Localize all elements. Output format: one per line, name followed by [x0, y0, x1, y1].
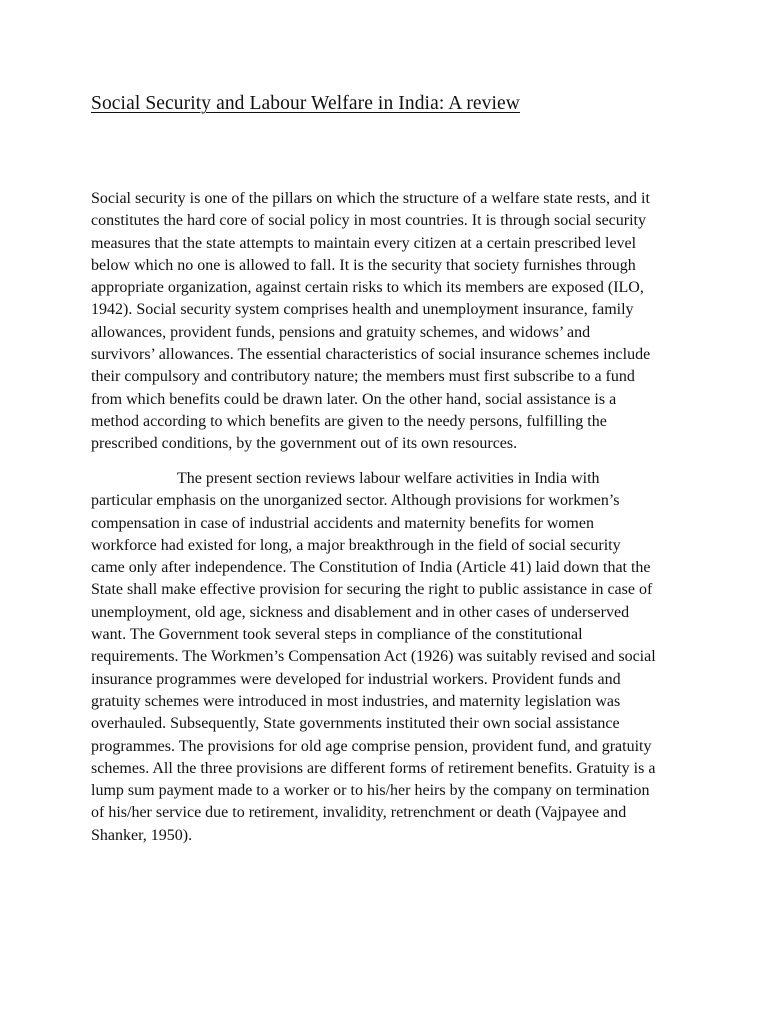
text-line: schemes. All the three provisions are different forms of retirement benefits. Gratuity is a	[91, 759, 656, 777]
text-line: workforce had existed for long, a major breakthrough in the field of social security	[91, 536, 621, 554]
text-line: came only after independence. The Constitution of India (Article 41) laid down that the	[91, 559, 651, 577]
text-line: their compulsory and contributory nature; the members must first subscribe to a fund	[91, 368, 635, 386]
text-line: The present section reviews labour welfare activities in India with	[177, 470, 600, 487]
text-line: 1942). Social security system comprises health and unemployment insurance, family	[91, 301, 634, 319]
paragraph-1	[91, 188, 716, 456]
text-line: constitutes the hard core of social policy in most countries. It is through social security	[91, 212, 646, 230]
text-line: overhauled. Subsequently, State governments instituted their own social assistance	[91, 715, 620, 733]
text-line: appropriate organization, against certain risks to which its members are exposed (ILO,	[91, 279, 644, 297]
paragraph-2	[91, 468, 716, 847]
text-line: below which no one is allowed to fall. It is the security that society furnishes through	[91, 256, 636, 274]
text-line: of his/her service due to retirement, invalidity, retrenchment or death (Vajpayee and	[91, 804, 627, 822]
text-line: gratuity schemes were introduced in most industries, and maternity legislation was	[91, 692, 621, 710]
text-line: survivors’ allowances. The essential characteristics of social insurance schemes include	[91, 346, 651, 364]
text-line: measures that the state attempts to maintain every citizen at a certain prescribed level	[91, 234, 637, 252]
text-line: allowances, provident funds, pensions and gratuity schemes, and widows’ and	[91, 323, 591, 341]
text-line: Shanker, 1950).	[91, 826, 193, 844]
document-title: Social Security and Labour Welfare in India: A review	[91, 93, 520, 114]
text-line: from which benefits could be drawn later. On the other hand, social assistance is a	[91, 390, 617, 408]
text-line: want. The Government took several steps in compliance of the constitutional	[91, 626, 583, 644]
text-line: State shall make effective provision for securing the right to public assistance in case of	[91, 581, 653, 599]
text-line: prescribed conditions, by the government out of its own resources.	[91, 435, 518, 453]
text-line: requirements. The Workmen’s Compensation Act (1926) was suitably revised and social	[91, 648, 656, 666]
text-line: programmes. The provisions for old age comprise pension, provident fund, and gratuity	[91, 737, 652, 755]
text-line: particular emphasis on the unorganized sector. Although provisions for workmen’s	[91, 492, 620, 510]
text-line: method according to which benefits are given to the needy persons, fulfilling the	[91, 412, 607, 430]
text-line: compensation in case of industrial accidents and maternity benefits for women	[91, 514, 594, 532]
text-line: unemployment, old age, sickness and disablement and in other cases of underserved	[91, 603, 630, 621]
text-line: insurance programmes were developed for industrial workers. Provident funds and	[91, 670, 621, 688]
text-line: lump sum payment made to a worker or to his/her heirs by the company on termination	[91, 782, 650, 800]
text-line: Social security is one of the pillars on which the structure of a welfare state rests, and it	[91, 190, 650, 207]
